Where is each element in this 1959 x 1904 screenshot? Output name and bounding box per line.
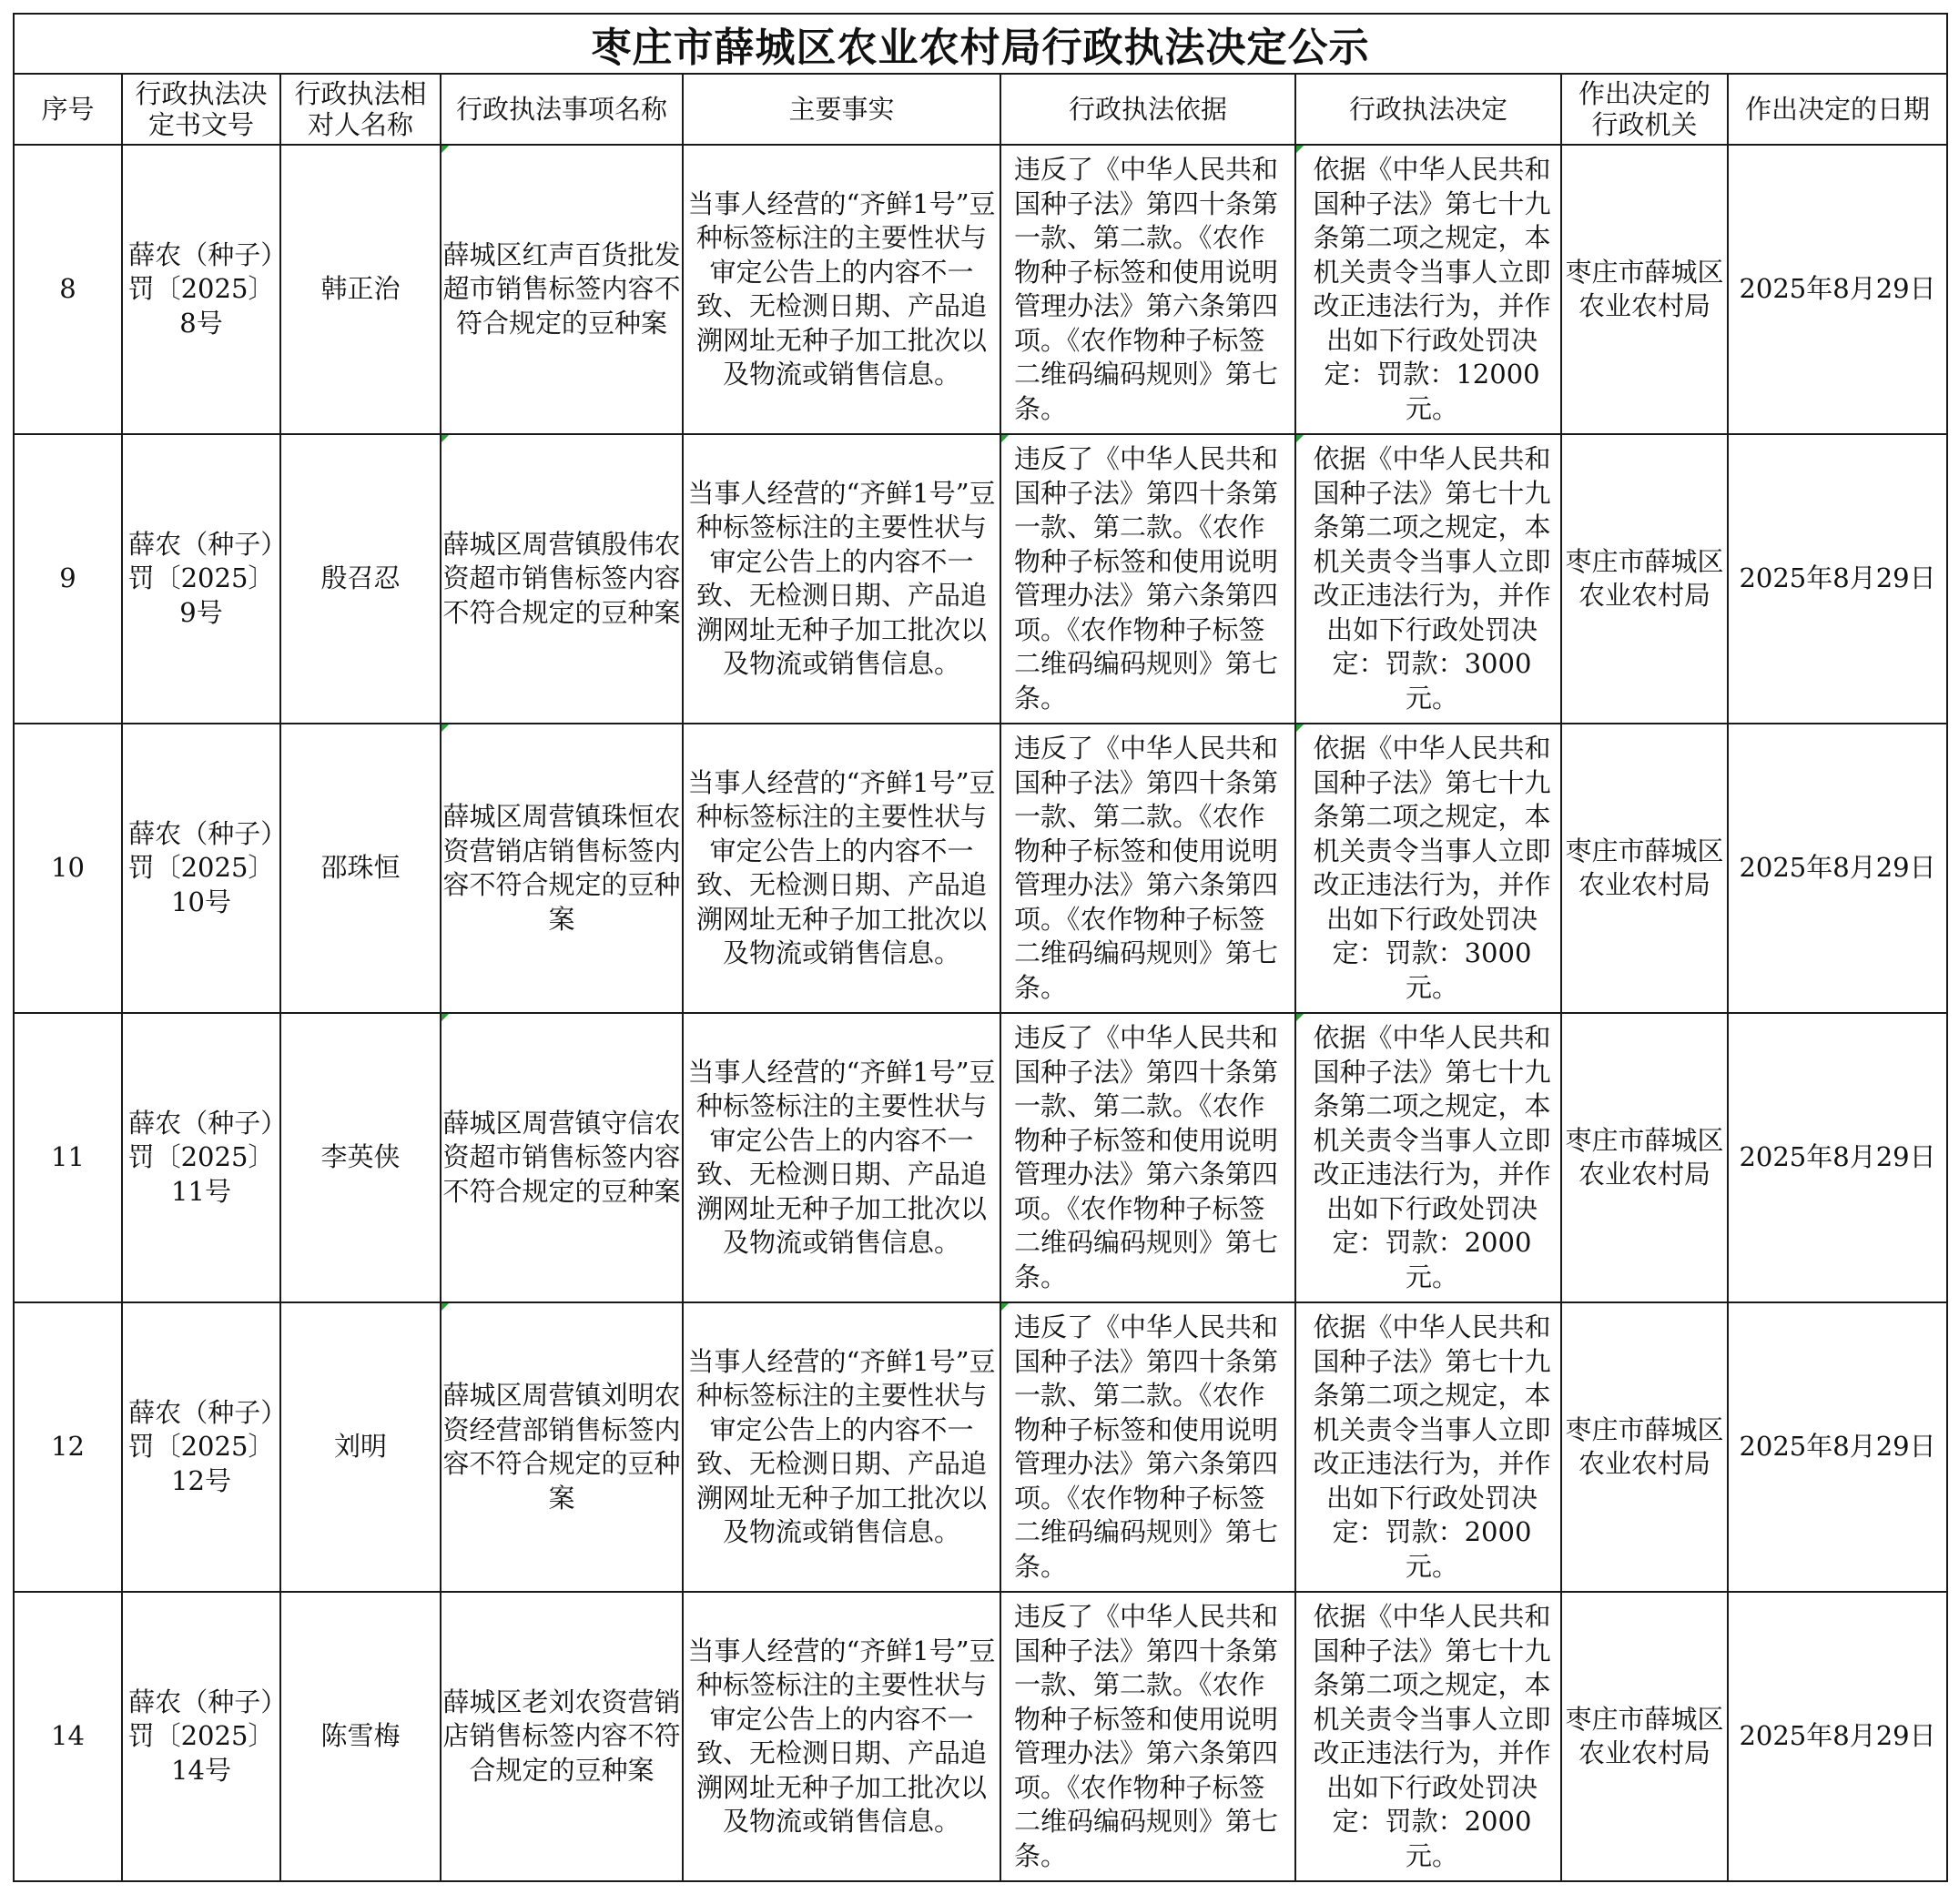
cell-party: 邵珠恒: [280, 724, 441, 1013]
cell-date: 2025年8月29日: [1728, 1302, 1947, 1592]
cell-no: 14: [14, 1592, 122, 1881]
cell-basis: 违反了《中华人民共和国种子法》第四十条第一款、第二款。《农作物种子标签和使用说明管理办法》第六条第四项。《农作物种子标签二维码编码规则》第七条。: [1000, 1592, 1295, 1881]
cell-basis: 违反了《中华人民共和国种子法》第四十条第一款、第二款。《农作物种子标签和使用说明管理办法》第六条第四项。《农作物种子标签二维码编码规则》第七条。: [1000, 1013, 1295, 1302]
cell-basis: 违反了《中华人民共和国种子法》第四十条第一款、第二款。《农作物种子标签和使用说明管理办法》第六条第四项。《农作物种子标签二维码编码规则》第七条。: [1000, 724, 1295, 1013]
cell-basis: 违反了《中华人民共和国种子法》第四十条第一款、第二款。《农作物种子标签和使用说明管理办法》第六条第四项。《农作物种子标签二维码编码规则》第七条。: [1000, 145, 1295, 434]
cell-no: 8: [14, 145, 122, 434]
cell-no: 12: [14, 1302, 122, 1592]
cell-doc: 薛农（种子）罚〔2025〕11号: [122, 1013, 280, 1302]
cell-org: 枣庄市薛城区农业农村局: [1561, 434, 1728, 724]
header-row: [14, 74, 1947, 145]
cell-org: 枣庄市薛城区农业农村局: [1561, 1302, 1728, 1592]
header-facts: 主要事实: [683, 74, 1000, 145]
header-basis: 行政执法依据: [1000, 74, 1295, 145]
enforcement-table: [13, 13, 1948, 1882]
header-party: 行政执法相对人名称: [280, 74, 441, 145]
cell-party: 韩正治: [280, 145, 441, 434]
table-row: [14, 1302, 1947, 1592]
table-row: [14, 145, 1947, 434]
header-doc: 行政执法决定书文号: [122, 74, 280, 145]
cell-decision: 依据《中华人民共和国种子法》第七十九条第二项之规定，本机关责令当事人立即改正违法行为，并作出如下行政处罚决定：罚款：3000元。: [1295, 434, 1561, 724]
cell-doc: 薛农（种子）罚〔2025〕14号: [122, 1592, 280, 1881]
cell-date: 2025年8月29日: [1728, 145, 1947, 434]
cell-facts: 当事人经营的“齐鲜1号”豆种标签标注的主要性状与审定公告上的内容不一致、无检测日期、产品追溯网址无种子加工批次以及物流或销售信息。: [683, 145, 1000, 434]
cell-decision: 依据《中华人民共和国种子法》第七十九条第二项之规定，本机关责令当事人立即改正违法行为，并作出如下行政处罚决定：罚款：2000元。: [1295, 1302, 1561, 1592]
cell-facts: 当事人经营的“齐鲜1号”豆种标签标注的主要性状与审定公告上的内容不一致、无检测日期、产品追溯网址无种子加工批次以及物流或销售信息。: [683, 434, 1000, 724]
table-row: [14, 724, 1947, 1013]
cell-date: 2025年8月29日: [1728, 1013, 1947, 1302]
cell-doc: 薛农（种子）罚〔2025〕12号: [122, 1302, 280, 1592]
header-org: 作出决定的行政机关: [1561, 74, 1728, 145]
cell-facts: 当事人经营的“齐鲜1号”豆种标签标注的主要性状与审定公告上的内容不一致、无检测日期、产品追溯网址无种子加工批次以及物流或销售信息。: [683, 724, 1000, 1013]
cell-org: 枣庄市薛城区农业农村局: [1561, 724, 1728, 1013]
cell-date: 2025年8月29日: [1728, 1592, 1947, 1881]
cell-org: 枣庄市薛城区农业农村局: [1561, 1592, 1728, 1881]
cell-party: 殷召忍: [280, 434, 441, 724]
cell-date: 2025年8月29日: [1728, 724, 1947, 1013]
cell-no: 9: [14, 434, 122, 724]
cell-item: 薛城区周营镇珠恒农资营销店销售标签内容不符合规定的豆种案: [441, 724, 683, 1013]
cell-party: 陈雪梅: [280, 1592, 441, 1881]
header-decision: 行政执法决定: [1295, 74, 1561, 145]
cell-item: 薛城区周营镇刘明农资经营部销售标签内容不符合规定的豆种案: [441, 1302, 683, 1592]
cell-decision: 依据《中华人民共和国种子法》第七十九条第二项之规定，本机关责令当事人立即改正违法行为，并作出如下行政处罚决定：罚款：2000元。: [1295, 1592, 1561, 1881]
cell-org: 枣庄市薛城区农业农村局: [1561, 145, 1728, 434]
cell-org: 枣庄市薛城区农业农村局: [1561, 1013, 1728, 1302]
header-date: 作出决定的日期: [1728, 74, 1947, 145]
cell-basis: 违反了《中华人民共和国种子法》第四十条第一款、第二款。《农作物种子标签和使用说明管理办法》第六条第四项。《农作物种子标签二维码编码规则》第七条。: [1000, 434, 1295, 724]
header-item: 行政执法事项名称: [441, 74, 683, 145]
cell-item: 薛城区老刘农资营销店销售标签内容不符合规定的豆种案: [441, 1592, 683, 1881]
cell-no: 10: [14, 724, 122, 1013]
cell-date: 2025年8月29日: [1728, 434, 1947, 724]
table-row: [14, 434, 1947, 724]
cell-facts: 当事人经营的“齐鲜1号”豆种标签标注的主要性状与审定公告上的内容不一致、无检测日期、产品追溯网址无种子加工批次以及物流或销售信息。: [683, 1302, 1000, 1592]
cell-decision: 依据《中华人民共和国种子法》第七十九条第二项之规定，本机关责令当事人立即改正违法行为，并作出如下行政处罚决定：罚款：2000元。: [1295, 1013, 1561, 1302]
cell-no: 11: [14, 1013, 122, 1302]
cell-item: 薛城区周营镇守信农资超市销售标签内容不符合规定的豆种案: [441, 1013, 683, 1302]
cell-decision: 依据《中华人民共和国种子法》第七十九条第二项之规定，本机关责令当事人立即改正违法行为，并作出如下行政处罚决定：罚款：3000元。: [1295, 724, 1561, 1013]
cell-party: 李英侠: [280, 1013, 441, 1302]
header-no: 序号: [14, 74, 122, 145]
cell-doc: 薛农（种子）罚〔2025〕10号: [122, 724, 280, 1013]
cell-item: 薛城区周营镇殷伟农资超市销售标签内容不符合规定的豆种案: [441, 434, 683, 724]
cell-facts: 当事人经营的“齐鲜1号”豆种标签标注的主要性状与审定公告上的内容不一致、无检测日期、产品追溯网址无种子加工批次以及物流或销售信息。: [683, 1592, 1000, 1881]
table-row: [14, 1592, 1947, 1881]
notice-sheet: [13, 13, 1946, 1882]
table-row: [14, 1013, 1947, 1302]
cell-decision: 依据《中华人民共和国种子法》第七十九条第二项之规定，本机关责令当事人立即改正违法行为，并作出如下行政处罚决定：罚款：12000元。: [1295, 145, 1561, 434]
page-title: 枣庄市薛城区农业农村局行政执法决定公示: [14, 14, 1947, 74]
cell-item: 薛城区红声百货批发超市销售标签内容不符合规定的豆种案: [441, 145, 683, 434]
cell-basis: 违反了《中华人民共和国种子法》第四十条第一款、第二款。《农作物种子标签和使用说明管理办法》第六条第四项。《农作物种子标签二维码编码规则》第七条。: [1000, 1302, 1295, 1592]
cell-doc: 薛农（种子）罚〔2025〕9号: [122, 434, 280, 724]
cell-doc: 薛农（种子）罚〔2025〕8号: [122, 145, 280, 434]
cell-facts: 当事人经营的“齐鲜1号”豆种标签标注的主要性状与审定公告上的内容不一致、无检测日期、产品追溯网址无种子加工批次以及物流或销售信息。: [683, 1013, 1000, 1302]
cell-party: 刘明: [280, 1302, 441, 1592]
